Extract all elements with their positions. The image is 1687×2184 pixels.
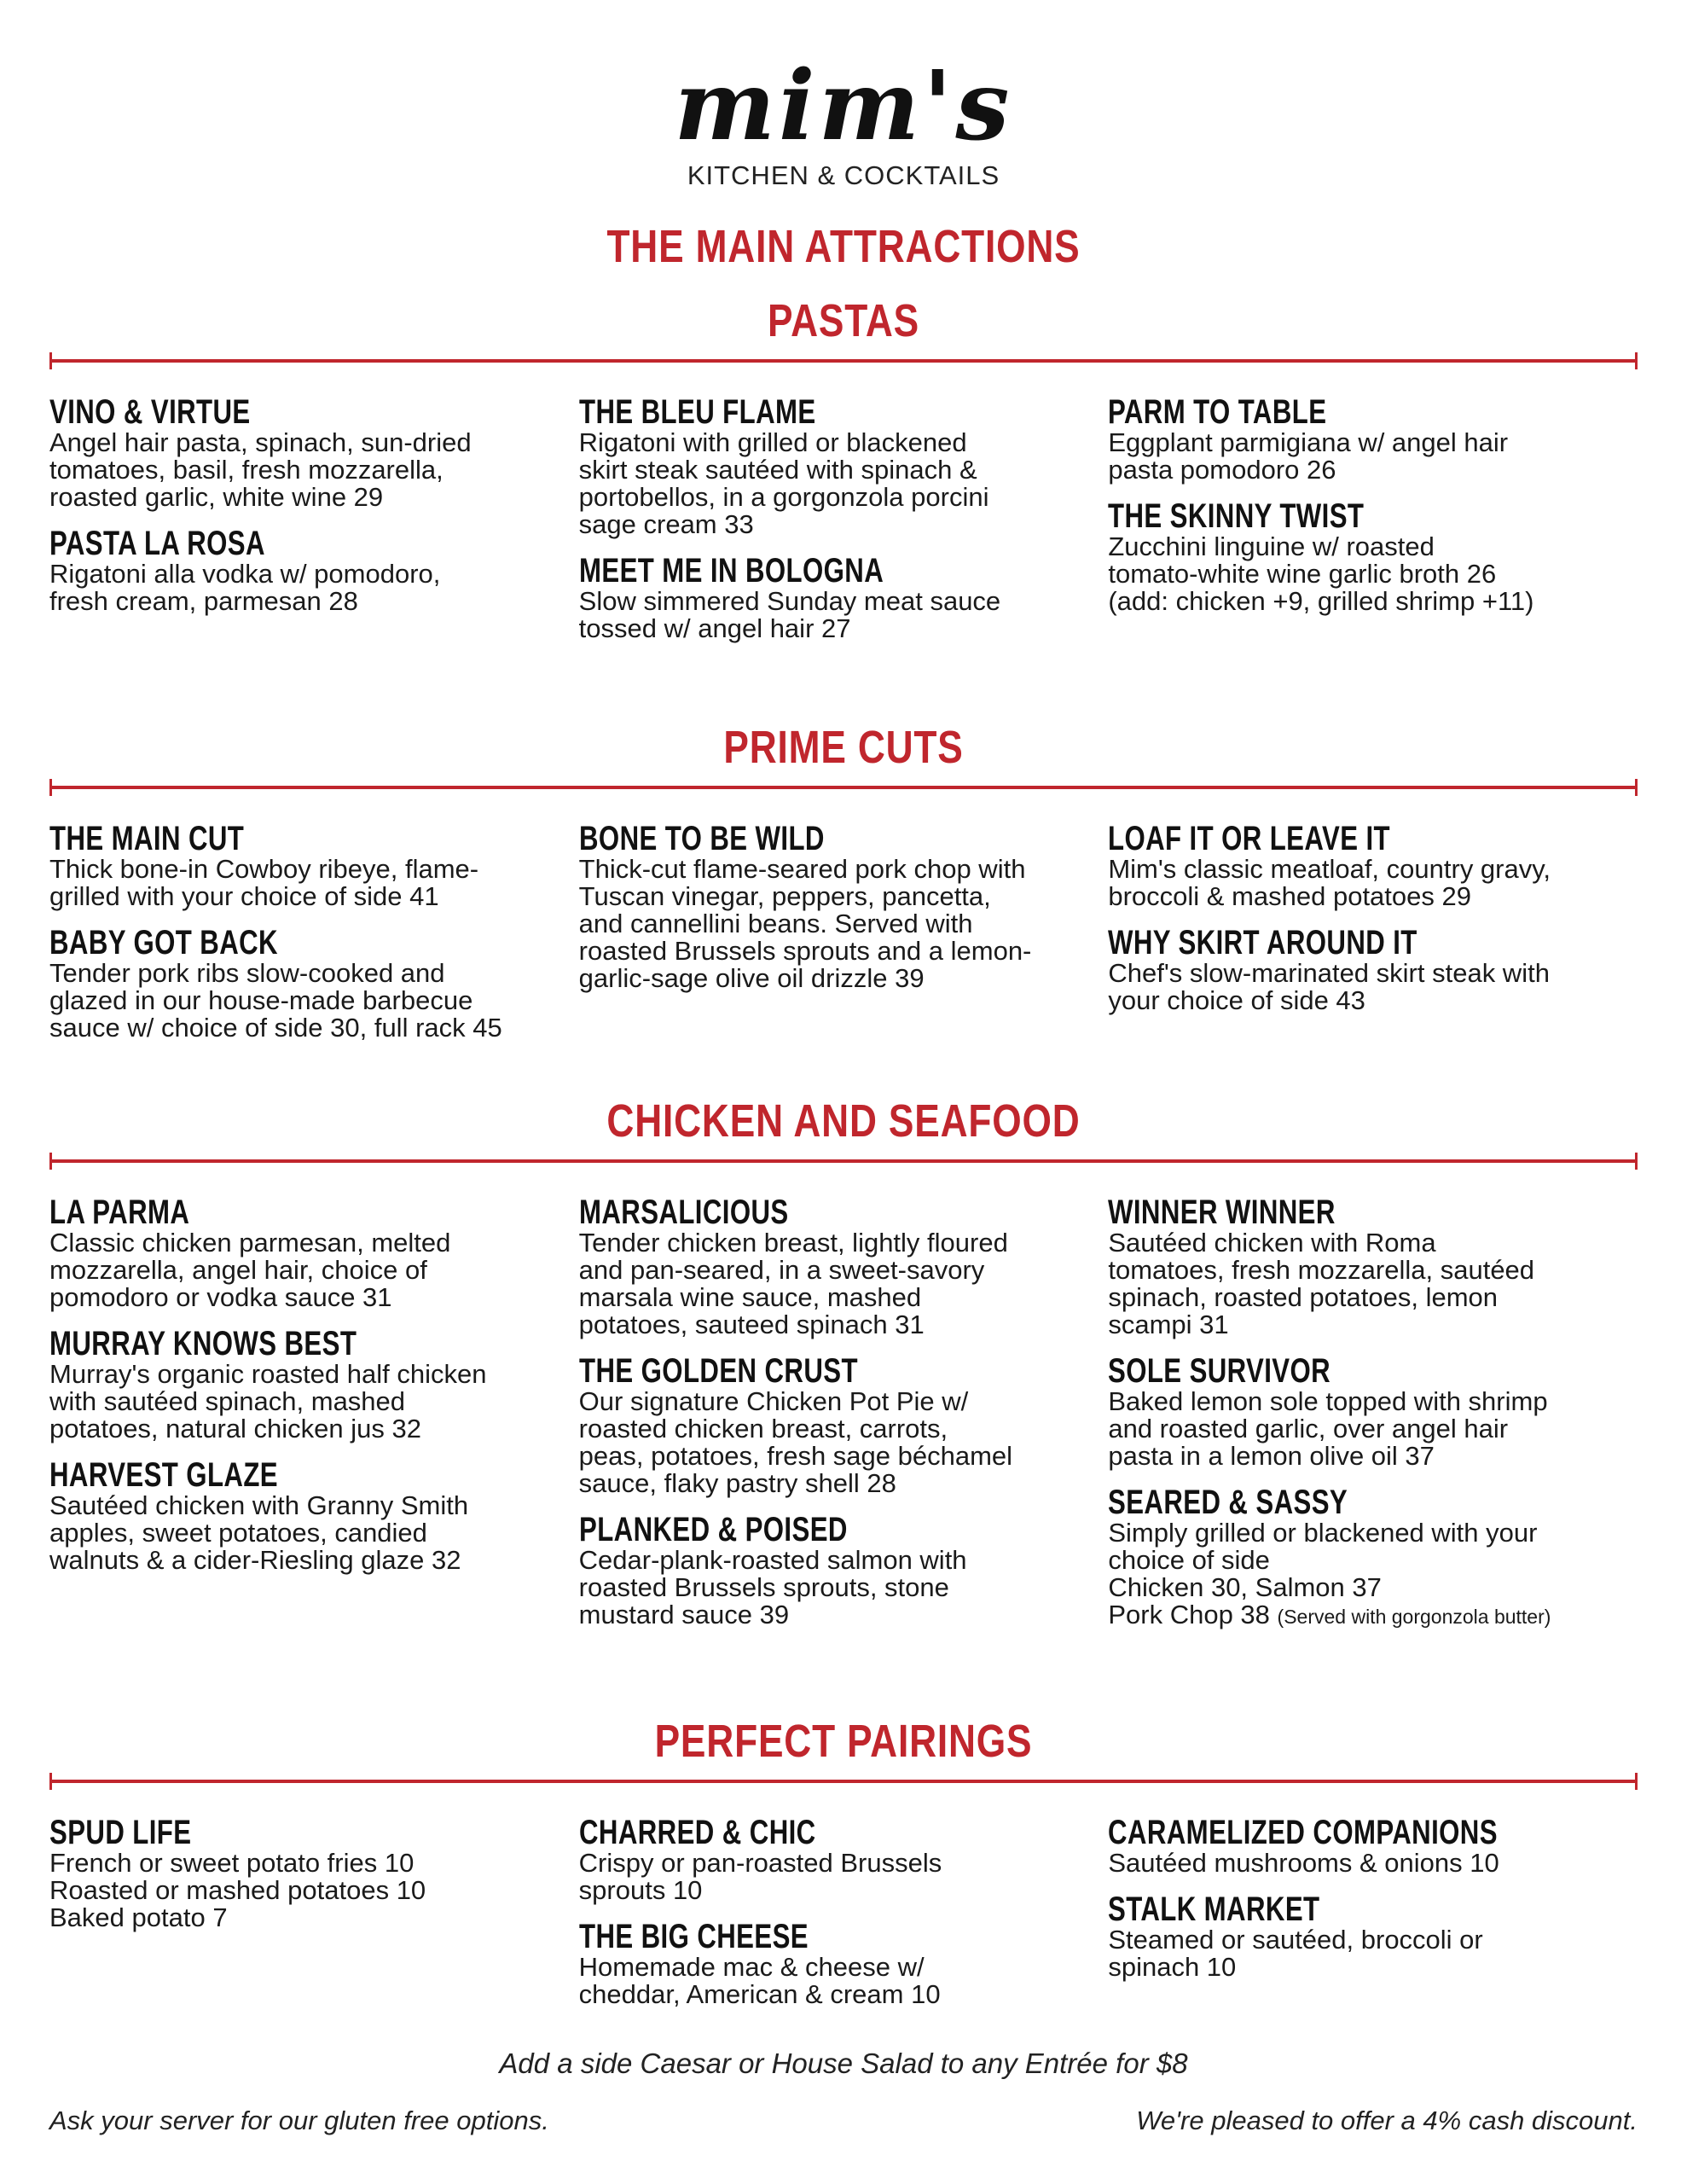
section-divider [49, 786, 1638, 789]
section-title: CHICKEN AND SEAFOOD [606, 1095, 1081, 1147]
menu-item-description [1108, 429, 1628, 484]
description-text: Angel hair pasta, spinach, sun-dried [49, 427, 472, 457]
description-text: tomatoes, basil, fresh mozzarella, [49, 455, 443, 485]
menu-item-description [49, 429, 570, 511]
description-text: sprouts 10 [578, 1875, 703, 1905]
menu-item-name: THE SKINNY TWIST [1108, 497, 1365, 535]
description-line [579, 615, 1099, 642]
description-text: tomato-white wine garlic broth 26 [1108, 559, 1497, 589]
description-text: Mim's classic meatloaf, country gravy, [1108, 854, 1551, 884]
description-text: French or sweet potato fries 10 [49, 1848, 415, 1878]
description-line [1108, 960, 1628, 987]
menu-item-name: HARVEST GLAZE [49, 1456, 278, 1494]
menu-item [49, 395, 579, 511]
menu-column [579, 822, 1109, 1057]
menu-item-description [49, 1850, 570, 1931]
menu-item-name: CARAMELIZED COMPANIONS [1108, 1814, 1499, 1851]
menu-item-note: (Served with gorgonzola butter) [1277, 1606, 1551, 1628]
cash-discount-note: We're pleased to offer a 4% cash discount. [1136, 2106, 1638, 2135]
menu-item [49, 526, 579, 615]
menu-item [49, 822, 579, 910]
menu-column [1108, 1195, 1638, 1646]
logo-tagline: KITCHEN & COCKTAILS [687, 160, 1000, 190]
description-line [1108, 987, 1628, 1014]
description-line [1108, 1519, 1628, 1547]
menu-column [49, 1815, 579, 2024]
description-text: roasted Brussels sprouts, stone [578, 1572, 949, 1602]
description-line [579, 1601, 1099, 1629]
description-text: portobellos, in a gorgonzola porcini [578, 482, 989, 512]
description-line [49, 1547, 570, 1574]
menu-item-description [49, 561, 570, 615]
description-text: potatoes, sauteed spinach 31 [578, 1310, 925, 1339]
menu-item [1108, 1195, 1638, 1339]
description-line [1108, 1388, 1628, 1415]
menu-column [49, 395, 579, 658]
description-line [1108, 1850, 1628, 1877]
menu-item-description [49, 856, 570, 910]
menu-item [579, 1354, 1109, 1497]
menu-item-description [49, 1492, 570, 1574]
description-line [49, 1850, 570, 1877]
description-line [1108, 456, 1628, 484]
menu-item-name: THE MAIN CUT [49, 820, 245, 857]
section-divider [49, 359, 1638, 363]
description-line [579, 1443, 1099, 1470]
description-text: pomodoro or vodka sauce 31 [49, 1282, 392, 1312]
description-text: Sautéed chicken with Granny Smith [49, 1490, 469, 1520]
menu-item [49, 1327, 579, 1443]
description-text: apples, sweet potatoes, candied [49, 1518, 427, 1548]
menu-item-description [1108, 1850, 1628, 1877]
menu-item-description [579, 1388, 1099, 1497]
description-text: sauce, flaky pastry shell 28 [578, 1468, 896, 1498]
description-line [579, 1311, 1099, 1339]
menu-item [1108, 822, 1638, 910]
description-line [579, 1574, 1099, 1601]
page-title: THE MAIN ATTRACTIONS [606, 221, 1081, 272]
description-text: Zucchini linguine w/ roasted [1108, 531, 1435, 561]
menu-columns [49, 395, 1638, 658]
menu-item-name: MARSALICIOUS [578, 1194, 789, 1231]
description-text: marsala wine sauce, mashed [578, 1282, 922, 1312]
menu-column [49, 1195, 579, 1646]
section-perfect-pairings [49, 1715, 1638, 2024]
description-text: skirt steak sautéed with spinach & [578, 455, 977, 485]
menu-item-name: PASTA LA ROSA [49, 525, 265, 562]
menu-item-name: STALK MARKET [1108, 1891, 1320, 1928]
menu-item-description [579, 1954, 1099, 2008]
menu-item-name: PLANKED & POISED [578, 1511, 848, 1548]
description-line [579, 456, 1099, 484]
description-line [1108, 883, 1628, 910]
menu-item-name: WINNER WINNER [1108, 1194, 1336, 1231]
description-line [1108, 1926, 1628, 1954]
description-text: grilled with your choice of side 41 [49, 881, 439, 911]
description-text: broccoli & mashed potatoes 29 [1108, 881, 1471, 911]
description-text: Tender pork ribs slow-cooked and [49, 958, 445, 988]
description-text: Tender chicken breast, lightly floured [578, 1228, 1008, 1258]
description-text: and cannellini beans. Served with [578, 909, 973, 938]
description-line [579, 1850, 1099, 1877]
description-line [579, 965, 1099, 992]
description-line [579, 511, 1099, 538]
description-line [579, 1547, 1099, 1574]
description-text: and roasted garlic, over angel hair [1108, 1414, 1509, 1443]
menu-item [579, 1195, 1109, 1339]
menu-item [49, 1458, 579, 1574]
description-line [1108, 561, 1628, 588]
menu-item-description [49, 1229, 570, 1311]
menu-column [579, 1815, 1109, 2024]
menu-item-name: SOLE SURVIVOR [1108, 1352, 1331, 1390]
description-line [579, 1257, 1099, 1284]
description-text: Baked lemon sole topped with shrimp [1108, 1386, 1548, 1416]
description-text: peas, potatoes, fresh sage béchamel [578, 1441, 1013, 1471]
menu-item-description [1108, 960, 1628, 1014]
section-divider [49, 1780, 1638, 1783]
menu-item [579, 1513, 1109, 1629]
description-text: fresh cream, parmesan 28 [49, 586, 358, 616]
description-text: Eggplant parmigiana w/ angel hair [1108, 427, 1509, 457]
description-text: pasta pomodoro 26 [1108, 455, 1336, 485]
description-text: (add: chicken +9, grilled shrimp +11) [1108, 586, 1534, 616]
description-text: sage cream 33 [578, 509, 754, 539]
menu-item-name: WHY SKIRT AROUND IT [1108, 924, 1418, 961]
menu-item [49, 1195, 579, 1311]
section-title: PASTAS [768, 295, 919, 346]
description-line [1108, 1547, 1628, 1574]
description-line [49, 1361, 570, 1388]
description-text: Homemade mac & cheese w/ [578, 1952, 925, 1982]
menu-item-name: SEARED & SASSY [1108, 1484, 1348, 1521]
menu-columns [49, 822, 1638, 1057]
logo-wordmark: mim's [674, 50, 1013, 162]
menu-item-name: THE BLEU FLAME [578, 393, 816, 431]
description-line [49, 987, 570, 1014]
description-line [49, 456, 570, 484]
description-line [49, 856, 570, 883]
description-line [49, 960, 570, 987]
menu-item-description [1108, 1229, 1628, 1339]
menu-item-description [1108, 533, 1628, 615]
description-text: spinach 10 [1108, 1952, 1237, 1982]
menu-item-name: CHARRED & CHIC [578, 1814, 816, 1851]
section-title: PRIME CUTS [723, 722, 964, 773]
menu-column [579, 1195, 1109, 1646]
description-text: Cedar-plank-roasted salmon with [578, 1545, 967, 1575]
menu-item [1108, 1354, 1638, 1470]
menu-item [1108, 499, 1638, 615]
description-line [579, 1877, 1099, 1904]
menu-item [1108, 926, 1638, 1014]
description-line [49, 1519, 570, 1547]
description-line [579, 910, 1099, 938]
description-line [579, 883, 1099, 910]
description-line [1108, 1311, 1628, 1339]
description-text: mustard sauce 39 [578, 1600, 790, 1629]
menu-item-description [1108, 1926, 1628, 1981]
description-text: spinach, roasted potatoes, lemon [1108, 1282, 1499, 1312]
description-line [1108, 1443, 1628, 1470]
menu-column [1108, 1815, 1638, 2024]
description-line [49, 1415, 570, 1443]
description-line [579, 1981, 1099, 2008]
description-line [579, 588, 1099, 615]
menu-columns [49, 1815, 1638, 2024]
menu-item-description [579, 1547, 1099, 1629]
description-line [1108, 1574, 1628, 1601]
description-line [49, 1014, 570, 1042]
description-text: Sautéed chicken with Roma [1108, 1228, 1436, 1258]
description-text: mozzarella, angel hair, choice of [49, 1255, 427, 1285]
description-line [49, 1877, 570, 1904]
description-line [49, 883, 570, 910]
menu-item [579, 1815, 1109, 1904]
description-line [1108, 429, 1628, 456]
section-title: PERFECT PAIRINGS [654, 1716, 1033, 1767]
description-line [1108, 1229, 1628, 1257]
description-line [579, 938, 1099, 965]
description-text: Steamed or sautéed, broccoli or [1108, 1925, 1483, 1955]
description-text: Thick bone-in Cowboy ribeye, flame- [49, 854, 479, 884]
description-text: Simply grilled or blackened with your [1108, 1518, 1538, 1548]
description-text: roasted Brussels sprouts and a lemon- [578, 936, 1032, 966]
description-text: tomatoes, fresh mozzarella, sautéed [1108, 1255, 1535, 1285]
description-line [579, 1954, 1099, 1981]
description-text: roasted garlic, white wine 29 [49, 482, 384, 512]
description-line [1108, 856, 1628, 883]
menu-item-name: MURRAY KNOWS BEST [49, 1325, 357, 1362]
menu-column [1108, 822, 1638, 1057]
menu-item-description [579, 588, 1099, 642]
description-text: Crispy or pan-roasted Brussels [578, 1848, 942, 1878]
description-text: walnuts & a cider-Riesling glaze 32 [49, 1545, 461, 1575]
menu-item-name: MEET ME IN BOLOGNA [578, 552, 884, 590]
gluten-free-note: Ask your server for our gluten free options. [49, 2106, 549, 2135]
menu-item-description [579, 429, 1099, 538]
menu-item [579, 554, 1109, 642]
description-line [1108, 1415, 1628, 1443]
description-line [49, 1492, 570, 1519]
menu-item-name: VINO & VIRTUE [49, 393, 251, 431]
description-line [579, 1284, 1099, 1311]
menu-item-description [579, 856, 1099, 992]
menu-item [1108, 395, 1638, 484]
menu-item-name: THE BIG CHEESE [578, 1918, 809, 1955]
description-text: tossed w/ angel hair 27 [578, 613, 851, 643]
menu-item-name: LOAF IT OR LEAVE IT [1108, 820, 1391, 857]
menu-item-description [49, 1361, 570, 1443]
menu-item-description [1108, 1519, 1628, 1630]
menu-column [1108, 395, 1638, 658]
menu-item [49, 1815, 579, 1931]
description-line [49, 1229, 570, 1257]
description-text: choice of side [1108, 1545, 1270, 1575]
description-text: pasta in a lemon olive oil 37 [1108, 1441, 1435, 1471]
description-line [579, 1229, 1099, 1257]
menu-item-name: SPUD LIFE [49, 1814, 192, 1851]
menu-item [579, 1920, 1109, 2008]
description-line [579, 429, 1099, 456]
section-pastas [49, 294, 1638, 658]
description-line [579, 1470, 1099, 1497]
description-line [579, 1415, 1099, 1443]
menu-item-name: PARM TO TABLE [1108, 393, 1327, 431]
menu-columns [49, 1195, 1638, 1646]
description-text: Roasted or mashed potatoes 10 [49, 1875, 426, 1905]
description-text: Our signature Chicken Pot Pie w/ [578, 1386, 969, 1416]
description-line [49, 588, 570, 615]
salad-note: Add a side Caesar or House Salad to any Entrée for $8 [499, 2048, 1188, 2079]
logo [0, 50, 1687, 191]
description-text: potatoes, natural chicken jus 32 [49, 1414, 421, 1443]
description-line [49, 429, 570, 456]
description-text: Pork Chop 38 [1108, 1600, 1270, 1629]
description-text: Rigatoni alla vodka w/ pomodoro, [49, 559, 441, 589]
description-text: your choice of side 43 [1108, 985, 1365, 1015]
menu-item [579, 395, 1109, 538]
description-line [1108, 588, 1628, 615]
menu-item [579, 822, 1109, 992]
description-text: glazed in our house-made barbecue [49, 985, 473, 1015]
description-text: Chicken 30, Salmon 37 [1108, 1572, 1382, 1602]
description-text: with sautéed spinach, mashed [49, 1386, 406, 1416]
description-line [49, 1904, 570, 1931]
menu-item [1108, 1815, 1638, 1877]
menu-item [1108, 1892, 1638, 1981]
description-line [1108, 1257, 1628, 1284]
description-line [1108, 1284, 1628, 1311]
menu-item-name: BONE TO BE WILD [578, 820, 825, 857]
description-line [1108, 533, 1628, 561]
menu-item-description [579, 1850, 1099, 1904]
description-text: Chef's slow-marinated skirt steak with [1108, 958, 1550, 988]
description-text: cheddar, American & cream 10 [578, 1979, 941, 2009]
menu-item-description [49, 960, 570, 1042]
description-text: roasted chicken breast, carrots, [578, 1414, 948, 1443]
menu-item [49, 926, 579, 1042]
description-line [1108, 1601, 1628, 1630]
description-line [579, 856, 1099, 883]
description-text: Murray's organic roasted half chicken [49, 1359, 487, 1389]
description-line [49, 1388, 570, 1415]
description-line [579, 484, 1099, 511]
description-line [579, 1388, 1099, 1415]
menu-column [49, 822, 579, 1057]
description-line [1108, 1954, 1628, 1981]
menu-item [1108, 1485, 1638, 1630]
description-text: scampi 31 [1108, 1310, 1229, 1339]
description-line [49, 484, 570, 511]
section-chicken-seafood [49, 1095, 1638, 1646]
menu-item-description [1108, 1388, 1628, 1470]
description-text: Sautéed mushrooms & onions 10 [1108, 1848, 1499, 1878]
description-line [49, 1257, 570, 1284]
description-text: Rigatoni with grilled or blackened [578, 427, 967, 457]
section-divider [49, 1159, 1638, 1163]
description-text: garlic-sage olive oil drizzle 39 [578, 963, 925, 993]
description-text: sauce w/ choice of side 30, full rack 45 [49, 1013, 502, 1043]
description-text: and pan-seared, in a sweet-savory [578, 1255, 985, 1285]
description-text: Thick-cut flame-seared pork chop with [578, 854, 1026, 884]
description-text: Baked potato 7 [49, 1902, 228, 1932]
description-text: Tuscan vinegar, peppers, pancetta, [578, 881, 991, 911]
menu-item-name: BABY GOT BACK [49, 924, 278, 961]
description-text: Classic chicken parmesan, melted [49, 1228, 451, 1258]
description-line [49, 561, 570, 588]
menu-item-name: THE GOLDEN CRUST [578, 1352, 858, 1390]
menu-item-name: LA PARMA [49, 1194, 190, 1231]
description-line [49, 1284, 570, 1311]
menu-item-description [1108, 856, 1628, 910]
menu-item-description [579, 1229, 1099, 1339]
description-text: Slow simmered Sunday meat sauce [578, 586, 1001, 616]
menu-column [579, 395, 1109, 658]
section-prime-cuts [49, 721, 1638, 1057]
